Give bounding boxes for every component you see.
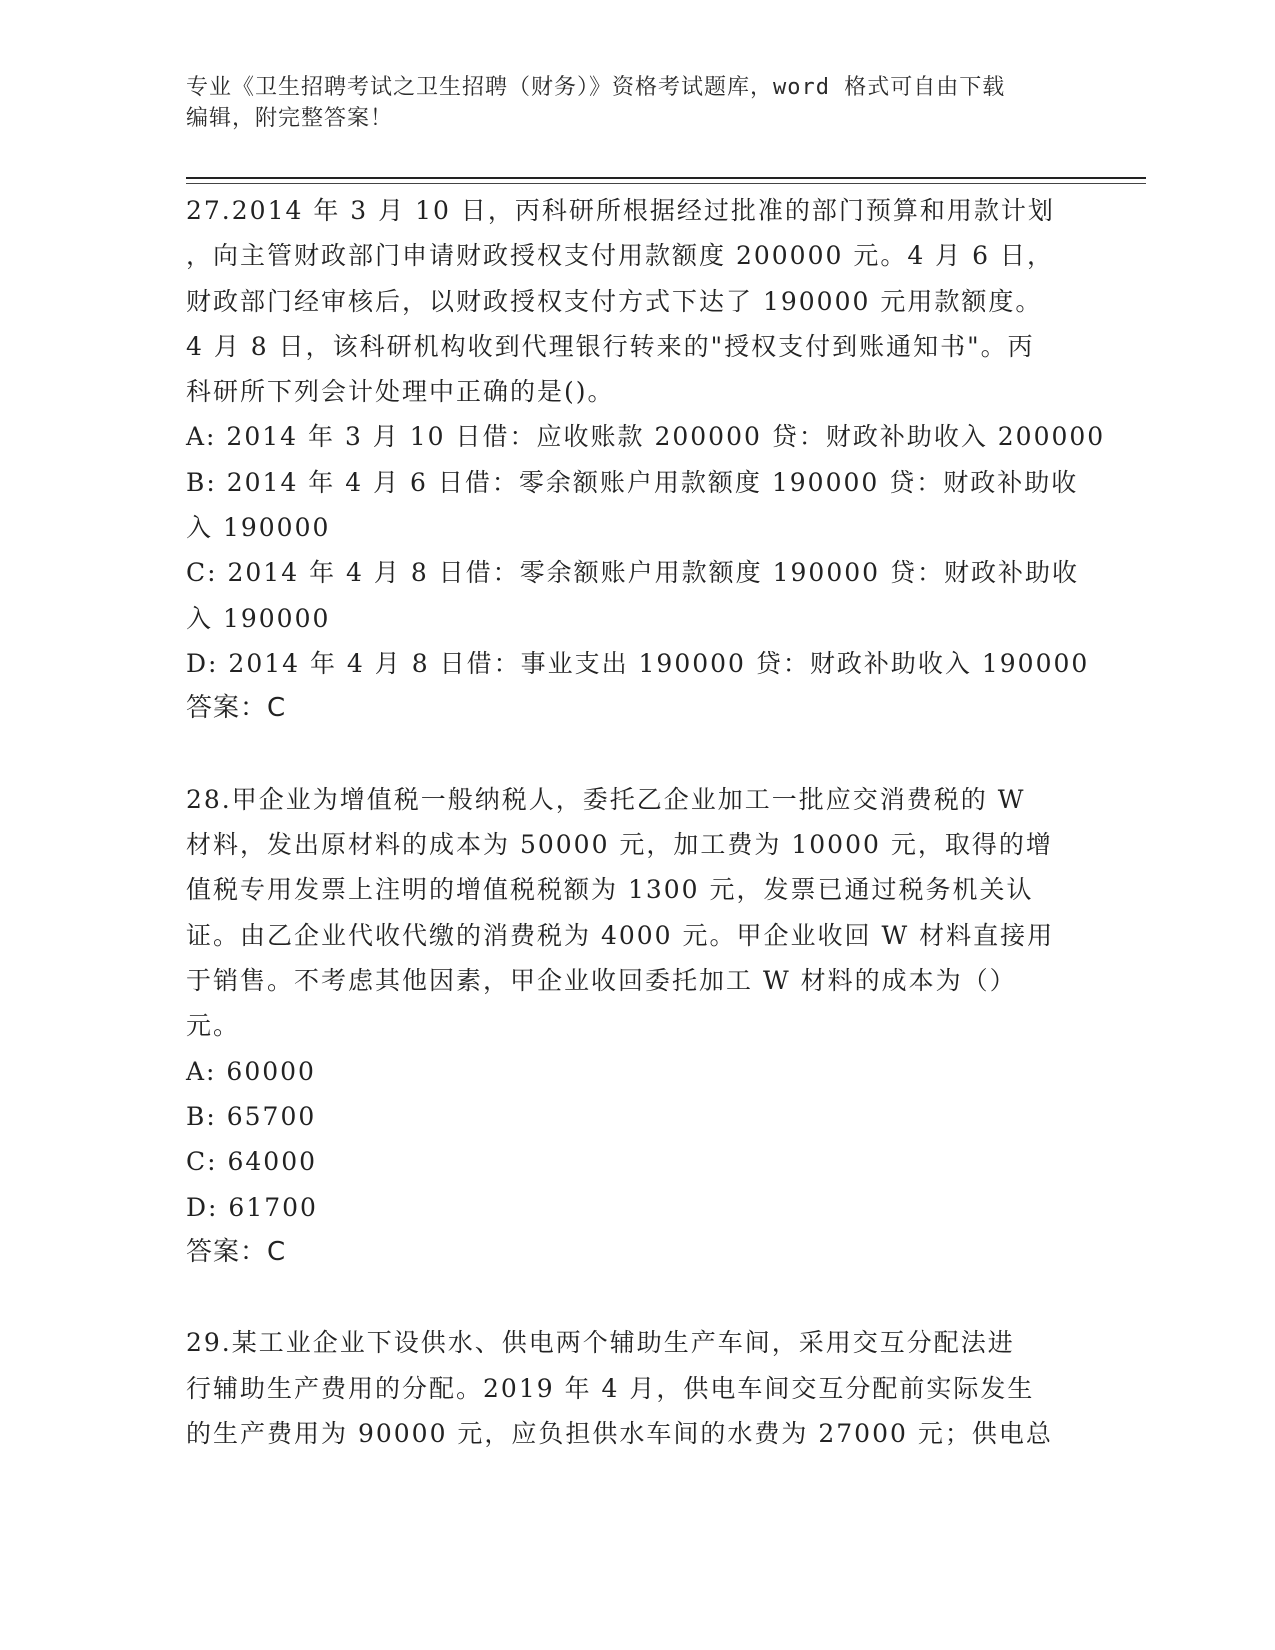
question-text-line: 27.2014 年 3 月 10 日，丙科研所根据经过批准的部门预算和用款计划 — [186, 196, 1055, 225]
answer-label: 答案：C — [186, 1236, 287, 1267]
document-body — [186, 188, 1106, 1456]
question-text-line: 值税专用发票上注明的增值税税额为 1300 元，发票已通过税务机关认 — [186, 875, 1034, 905]
question-text-line: ，向主管财政部门申请财政授权支付用款额度 200000 元。4 月 6 日， — [186, 241, 1054, 271]
option-b-continued: 入 190000 — [186, 513, 331, 543]
option-b: B: 65700 — [186, 1101, 317, 1131]
question-spacer — [186, 1275, 1086, 1320]
question-text-line: 元。 — [186, 1011, 241, 1041]
document-header — [186, 72, 1066, 134]
option-a: A: 2014 年 3 月 10 日借：应收账款 200000 贷：财政补助收入 200000 — [186, 422, 1106, 452]
question-27 — [186, 188, 1106, 732]
question-text-line: 28.甲企业为增值税一般纳税人，委托乙企业加工一批应交消费税的 W — [186, 784, 1026, 814]
question-text-line: 行辅助生产费用的分配。2019 年 4 月，供电车间交互分配前实际发生 — [186, 1373, 1035, 1403]
question-text-line: 29.某工业企业下设供水、供电两个辅助生产车间，采用交互分配法进 — [186, 1328, 1015, 1358]
header-divider-thin — [186, 183, 1146, 184]
option-c-continued: 入 190000 — [186, 603, 331, 633]
option-c: C: 2014 年 4 月 8 日借：零余额账户用款额度 190000 贷：财政补助收 — [186, 558, 1079, 588]
question-text-line: 科研所下列会计处理中正确的是()。 — [186, 377, 615, 407]
option-c: C: 64000 — [186, 1147, 318, 1177]
option-a: A: 60000 — [186, 1056, 316, 1086]
header-line-2: 编辑，附完整答案！ — [186, 106, 394, 131]
option-d: D: 2014 年 4 月 8 日借：事业支出 190000 贷：财政补助收入 190000 — [186, 648, 1090, 678]
question-text-line: 于销售。不考虑其他因素，甲企业收回委托加工 W 材料的成本为（） — [186, 966, 1017, 996]
question-28 — [186, 777, 1086, 1275]
option-b: B: 2014 年 4 月 6 日借：零余额账户用款额度 190000 贷：财政补助收 — [186, 467, 1079, 497]
answer-label: 答案：C — [186, 693, 287, 724]
question-text-line: 材料，发出原材料的成本为 50000 元，加工费为 10000 元，取得的增 — [186, 830, 1053, 860]
question-29 — [186, 1320, 1086, 1456]
question-text-line: 的生产费用为 90000 元，应负担供水车间的水费为 27000 元；供电总 — [186, 1419, 1053, 1449]
header-divider-thick — [186, 177, 1146, 179]
question-spacer — [186, 732, 1086, 777]
question-text-line: 证。由乙企业代收代缴的消费税为 4000 元。甲企业收回 W 材料直接用 — [186, 920, 1055, 950]
header-line-1: 专业《卫生招聘考试之卫生招聘（财务）》资格考试题库，word 格式可自由下载 — [186, 75, 1006, 100]
question-text-line: 财政部门经审核后，以财政授权支付方式下达了 190000 元用款额度。 — [186, 286, 1043, 316]
option-d: D: 61700 — [186, 1192, 318, 1222]
question-text-line: 4 月 8 日，该科研机构收到代理银行转来的"授权支付到账通知书"。丙 — [186, 331, 1035, 361]
